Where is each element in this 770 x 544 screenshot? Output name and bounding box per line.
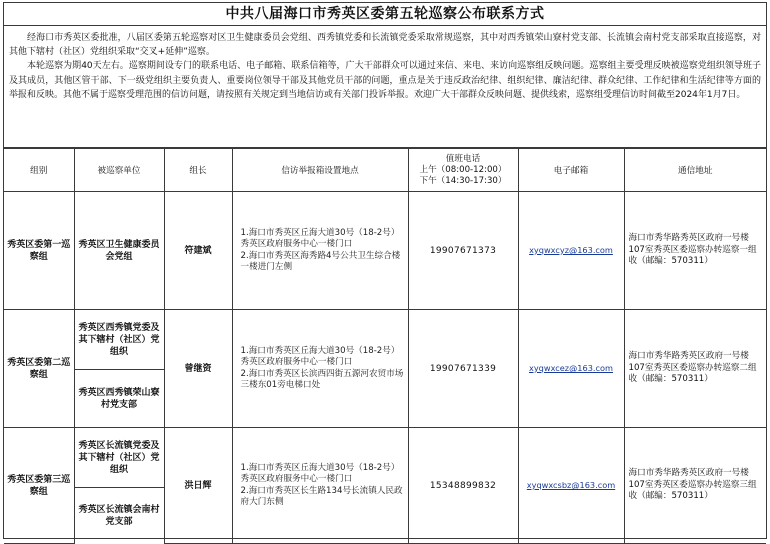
location-line-2: 2.海口市秀英区长生路134号长流镇人民政府大门东侧: [240, 485, 403, 507]
postal-address: 海口市秀华路秀英区政府一号楼107室秀英区委巡察办转巡察三组收（邮编：570311）: [624, 428, 766, 544]
report-box-location: [232, 310, 408, 428]
inspected-unit: 秀英区西秀镇荣山寮村党支部: [74, 370, 164, 428]
header-group: 组别: [4, 149, 74, 192]
location-line-2: 2.海口市秀英区长滨西四街五源河农贸市场三楼东01旁电梯口处: [240, 368, 404, 390]
email-cell: [518, 428, 624, 544]
header-hotline-title: 值班电话: [445, 153, 481, 164]
group-leader: 曾继资: [164, 310, 232, 428]
location-line-2: 2.海口市秀英区海秀路4号公共卫生综合楼一楼进门左侧: [240, 250, 401, 272]
table-row: [4, 310, 766, 370]
table-row: [4, 428, 766, 488]
table-row: [4, 192, 766, 310]
postal-address: 海口市秀华路秀英区政府一号楼107室秀英区委巡察办转巡察二组收（邮编：570311）: [624, 310, 766, 428]
group-name: 秀英区委第三巡察组: [4, 428, 74, 544]
inspected-unit: 秀英区西秀镇党委及其下辖村（社区）党组织: [74, 310, 164, 370]
location-line-1: 1.海口市秀英区丘海大道30号（18-2号）秀英区政府服务中心一楼门口: [240, 227, 400, 249]
header-postal: 通信地址: [624, 149, 766, 192]
inspected-unit: 秀英区卫生健康委员会党组: [74, 192, 164, 310]
intro-paragraph-1: 经海口市秀英区委批准，八届区委第五轮巡察对区卫生健康委员会党组、西秀镇党委和长流镇党委采取常规巡察，其中对西秀镇荣山寮村党支部、长流镇会南村党支部采取直接巡察，对其他下辖村（社区）党组织采取“交叉+延伸”巡察。: [9, 33, 761, 58]
report-box-location: [232, 192, 408, 310]
header-email: 电子邮箱: [518, 149, 624, 192]
header-hotline: [408, 149, 518, 192]
hotline-number: 19907671339: [408, 310, 518, 428]
inspected-unit: 秀英区长流镇党委及其下辖村（社区）党组织: [74, 428, 164, 488]
inspected-unit: 秀英区长流镇会南村党支部: [74, 488, 164, 544]
header-leader: 组长: [164, 149, 232, 192]
header-unit: 被巡察单位: [74, 149, 164, 192]
email-link[interactable]: xyqwxcsbz@163.com: [526, 480, 616, 490]
email-link[interactable]: xyqwxcyz@163.com: [529, 245, 613, 255]
header-location: 信访举报箱设置地点: [232, 149, 408, 192]
header-hotline-pm: 下午（14:30-17:30）: [419, 175, 507, 186]
group-leader: 符建斌: [164, 192, 232, 310]
location-line-1: 1.海口市秀英区丘海大道30号（18-2号）秀英区政府服务中心一楼门口: [240, 462, 400, 484]
email-cell: [518, 192, 624, 310]
table-header-row: [4, 149, 766, 192]
group-name: 秀英区委第二巡察组: [4, 310, 74, 428]
email-cell: [518, 310, 624, 428]
header-hotline-am: 上午（08:00-12:00）: [419, 164, 507, 175]
group-name: 秀英区委第一巡察组: [4, 192, 74, 310]
page-title: 中共八届海口市秀英区委第五轮巡察公布联系方式: [4, 3, 766, 26]
location-line-1: 1.海口市秀英区丘海大道30号（18-2号）秀英区政府服务中心一楼门口: [240, 345, 400, 367]
intro-text: [4, 26, 766, 148]
contact-table: [4, 148, 766, 544]
postal-address: 海口市秀华路秀英区政府一号楼107室秀英区委巡察办转巡察一组收（邮编：570311）: [624, 192, 766, 310]
hotline-number: 19907671373: [408, 192, 518, 310]
group-leader: 洪日辉: [164, 428, 232, 544]
report-box-location: [232, 428, 408, 544]
email-link[interactable]: xyqwxcez@163.com: [528, 363, 614, 373]
hotline-number: 15348899832: [408, 428, 518, 544]
intro-paragraph-2: 本轮巡察为期40天左右。巡察期间设专门的联系电话、电子邮箱、联系信箱等，广大干部群众可以通过来信、来电、来访向巡察组反映问题。巡察组主要受理反映被巡察党组织领导班子及其成员，其他区管干部、下一级党组织主要负责人、重要岗位领导干部及其他党员干部的问题，重点是关于违反政治纪律、组织纪律、廉洁纪律、群众纪律、工作纪律和生活纪律等方面的举报和反映。其他不属于巡察受理范围的信访问题，请按照有关规定到当地信访或有关部门投诉举报。欢迎广大干部群众反映问题、提供线索，巡察组受理信访时间截至2024年1月7日。: [9, 61, 761, 100]
notice-page: [3, 2, 767, 539]
